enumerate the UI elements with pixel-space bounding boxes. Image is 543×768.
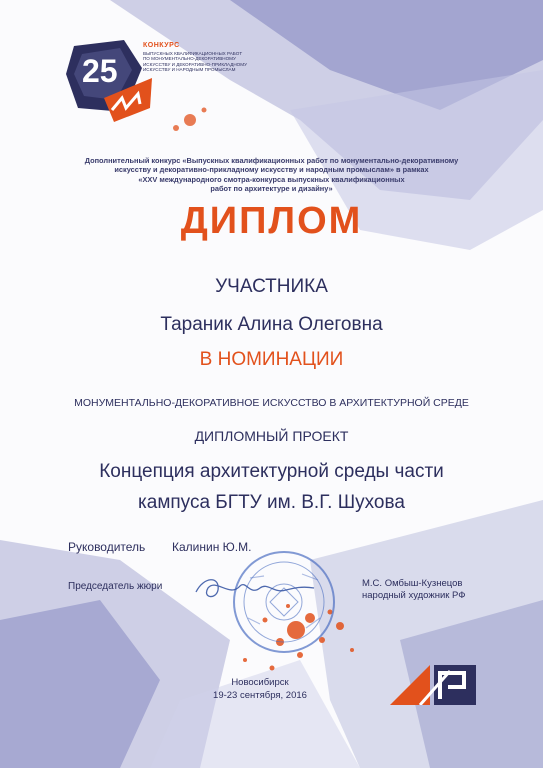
supervisor-role: Руководитель [68, 540, 146, 554]
intro-text [0, 156, 543, 194]
handwritten-signature-icon [190, 568, 320, 608]
nomination-value: МОНУМЕНТАЛЬНО-ДЕКОРАТИВНОЕ ИСКУССТВО В АРХИТЕКТУРНОЙ СРЕДЕ [74, 397, 469, 409]
project-title-line: Концепция архитектурной среды части [99, 461, 444, 482]
svg-text:25: 25 [82, 53, 118, 89]
organizer-logo-icon [390, 665, 476, 705]
project-title [0, 456, 543, 518]
jury-chair-name [362, 578, 466, 602]
jury-chair-role: Председатель жюри [68, 581, 163, 592]
participant-label: УЧАСТНИКА [215, 276, 328, 297]
jury-chair-title-line: народный художник РФ [362, 590, 466, 601]
contest-line: ВЫПУСКНЫХ КВАЛИФИКАЦИОННЫХ РАБОТ [143, 51, 243, 56]
project-label: ДИПЛОМНЫЙ ПРОЕКТ [194, 428, 349, 444]
project-title-line: кампуса БГТУ им. В.Г. Шухова [138, 492, 405, 513]
contest-line: ИСКУССТВУ И НАРОДНЫМ ПРОМЫСЛАМ [143, 67, 236, 73]
intro-line: работ по архитектуре и дизайну» [210, 184, 333, 194]
participant-name: Тараник Алина Олеговна [160, 314, 383, 335]
contest-line: ПО МОНУМЕНТАЛЬНО-ДЕКОРАТИВНОМУ [143, 56, 236, 62]
intro-line: «XXV международного смотра-конкурса выпускных квалификационных [138, 174, 405, 184]
contest-25-logo-icon [64, 38, 154, 128]
jury-chair-name-line: М.С. Омбыш-Кузнецов [362, 578, 463, 589]
footer-dates: 19-23 сентября, 2016 [213, 690, 307, 701]
intro-line: Дополнительный конкурс «Выпускных квалификационных работ по монументально-декоративному [84, 156, 459, 165]
intro-line: искусству и декоративно-прикладному искусству и народным промыслам» в рамках [114, 165, 429, 175]
diploma-title: ДИПЛОМ [180, 200, 363, 242]
nomination-label: В НОМИНАЦИИ [199, 349, 344, 370]
contest-word: КОНКУРС [143, 42, 180, 49]
contest-line: ИСКУССТВУ И ДЕКОРАТИВНО-ПРИКЛАДНОМУ [143, 61, 247, 67]
footer-city: Новосибирск [231, 677, 289, 688]
supervisor-name: Калинин Ю.М. [172, 540, 252, 554]
contest-subtitle [143, 51, 263, 73]
